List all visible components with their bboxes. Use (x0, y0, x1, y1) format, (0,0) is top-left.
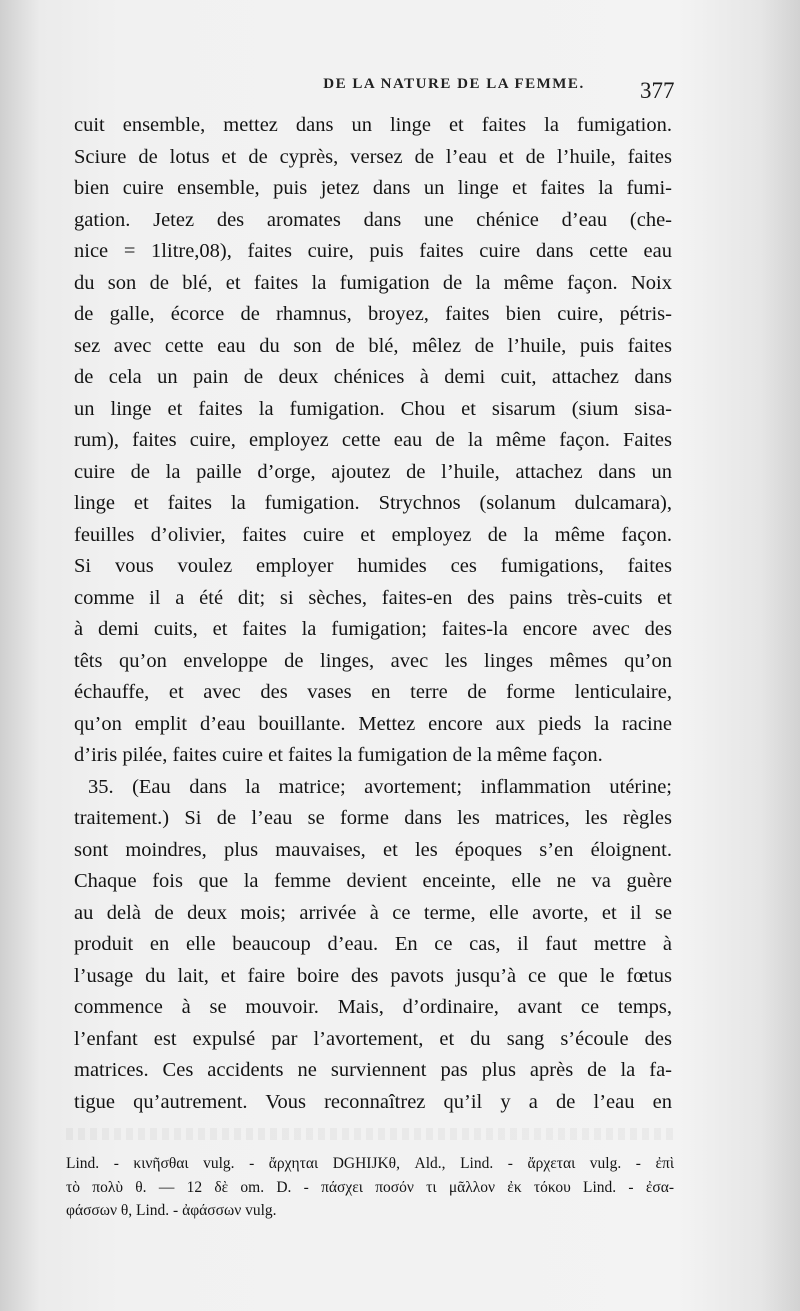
footnote-line: τὸ πολὺ θ. — 12 δὲ om. D. - πάσχει ποσόν τι μᾶλλον ἐκ τόκου Lind. - ἐσα- (66, 1178, 674, 1196)
text-line: un linge et faites la fumigation. Chou et sisarum (sium sisa- (74, 397, 672, 420)
page-number: 377 (640, 78, 675, 103)
footnote-line: Lind. - κινῆσθαι vulg. - ἄρχηται DGHIJKθ, Ald., Lind. - ἄρχεται vulg. - ἐπὶ (66, 1155, 674, 1172)
text-line: matrices. Ces accidents ne surviennent pas plus après de la fa- (74, 1059, 672, 1081)
text-line: Sciure de lotus et de cyprès, versez de l’eau et de l’huile, faites (74, 145, 672, 168)
text-line: du son de blé, et faites la fumigation de la même façon. Noix (74, 271, 672, 294)
text-line: sez avec cette eau du son de blé, mêlez de l’huile, puis faites (74, 334, 672, 357)
text-line: nice = 1litre,08), faites cuire, puis faites cuire dans cette eau (74, 240, 672, 262)
text-line: cuire de la paille d’orge, ajoutez de l’huile, attachez dans un (74, 460, 672, 483)
section-heading-line: 35. (Eau dans la matrice; avortement; inflammation utérine; (88, 775, 672, 798)
text-line: linge et faites la fumigation. Strychnos (solanum dulcamara), (74, 492, 672, 514)
text-line: bien cuire ensemble, puis jetez dans un linge et faites la fumi- (74, 177, 672, 199)
text-line: feuilles d’olivier, faites cuire et employez de la même façon. (74, 523, 672, 546)
footnotes (66, 1152, 674, 1223)
text-line: cuit ensemble, mettez dans un linge et faites la fumigation. (74, 114, 672, 136)
footnote-line: φάσσων θ, Lind. - ἀφάσσων vulg. (66, 1202, 277, 1219)
text-line: échauffe, et avec des vases en terre de forme lenticulaire, (74, 681, 672, 703)
bleed-through-shadow (66, 1128, 674, 1140)
running-title: DE LA NATURE DE LA FEMME. (323, 76, 585, 92)
text-line: Si vous voulez employer humides ces fumigations, faites (74, 555, 672, 577)
text-line: tigue qu’autrement. Vous reconnaîtrez qu’il y a de l’eau en (74, 1090, 672, 1113)
text-line: produit en elle beaucoup d’eau. En ce cas, il faut mettre à (74, 933, 672, 955)
text-line: sont moindres, plus mauvaises, et les époques s’en éloignent. (74, 838, 672, 861)
text-line: Chaque fois que la femme devient enceinte, elle ne va guère (74, 870, 672, 892)
text-line: l’enfant est expulsé par l’avortement, et du sang s’écoule des (74, 1027, 672, 1050)
text-line: traitement.) Si de l’eau se forme dans les matrices, les règles (74, 807, 672, 829)
text-line: de cela un pain de deux chénices à demi cuit, attachez dans (74, 366, 672, 388)
text-line: têts qu’on enveloppe de linges, avec les linges mêmes qu’on (74, 649, 672, 672)
text-line: de galle, écorce de rhamnus, broyez, faites bien cuire, pétris- (74, 303, 672, 325)
text-line: d’iris pilée, faites cuire et faites la fumigation de la même façon. (74, 744, 603, 766)
main-text (74, 110, 672, 1118)
text-line: gation. Jetez des aromates dans une chénice d’eau (che- (74, 208, 672, 231)
text-line: au delà de deux mois; arrivée à ce terme, elle avorte, et il se (74, 901, 672, 924)
text-line: à demi cuits, et faites la fumigation; faites-la encore avec des (74, 618, 672, 640)
text-line: rum), faites cuire, employez cette eau de la même façon. Faites (74, 429, 672, 451)
text-line: l’usage du lait, et faire boire des pavots jusqu’à ce que le fœtus (74, 964, 672, 987)
text-line: comme il a été dit; si sèches, faites-en des pains très-cuits et (74, 586, 672, 609)
text-line: commence à se mouvoir. Mais, d’ordinaire, avant ce temps, (74, 996, 672, 1018)
text-line: qu’on emplit d’eau bouillante. Mettez encore aux pieds la racine (74, 712, 672, 735)
